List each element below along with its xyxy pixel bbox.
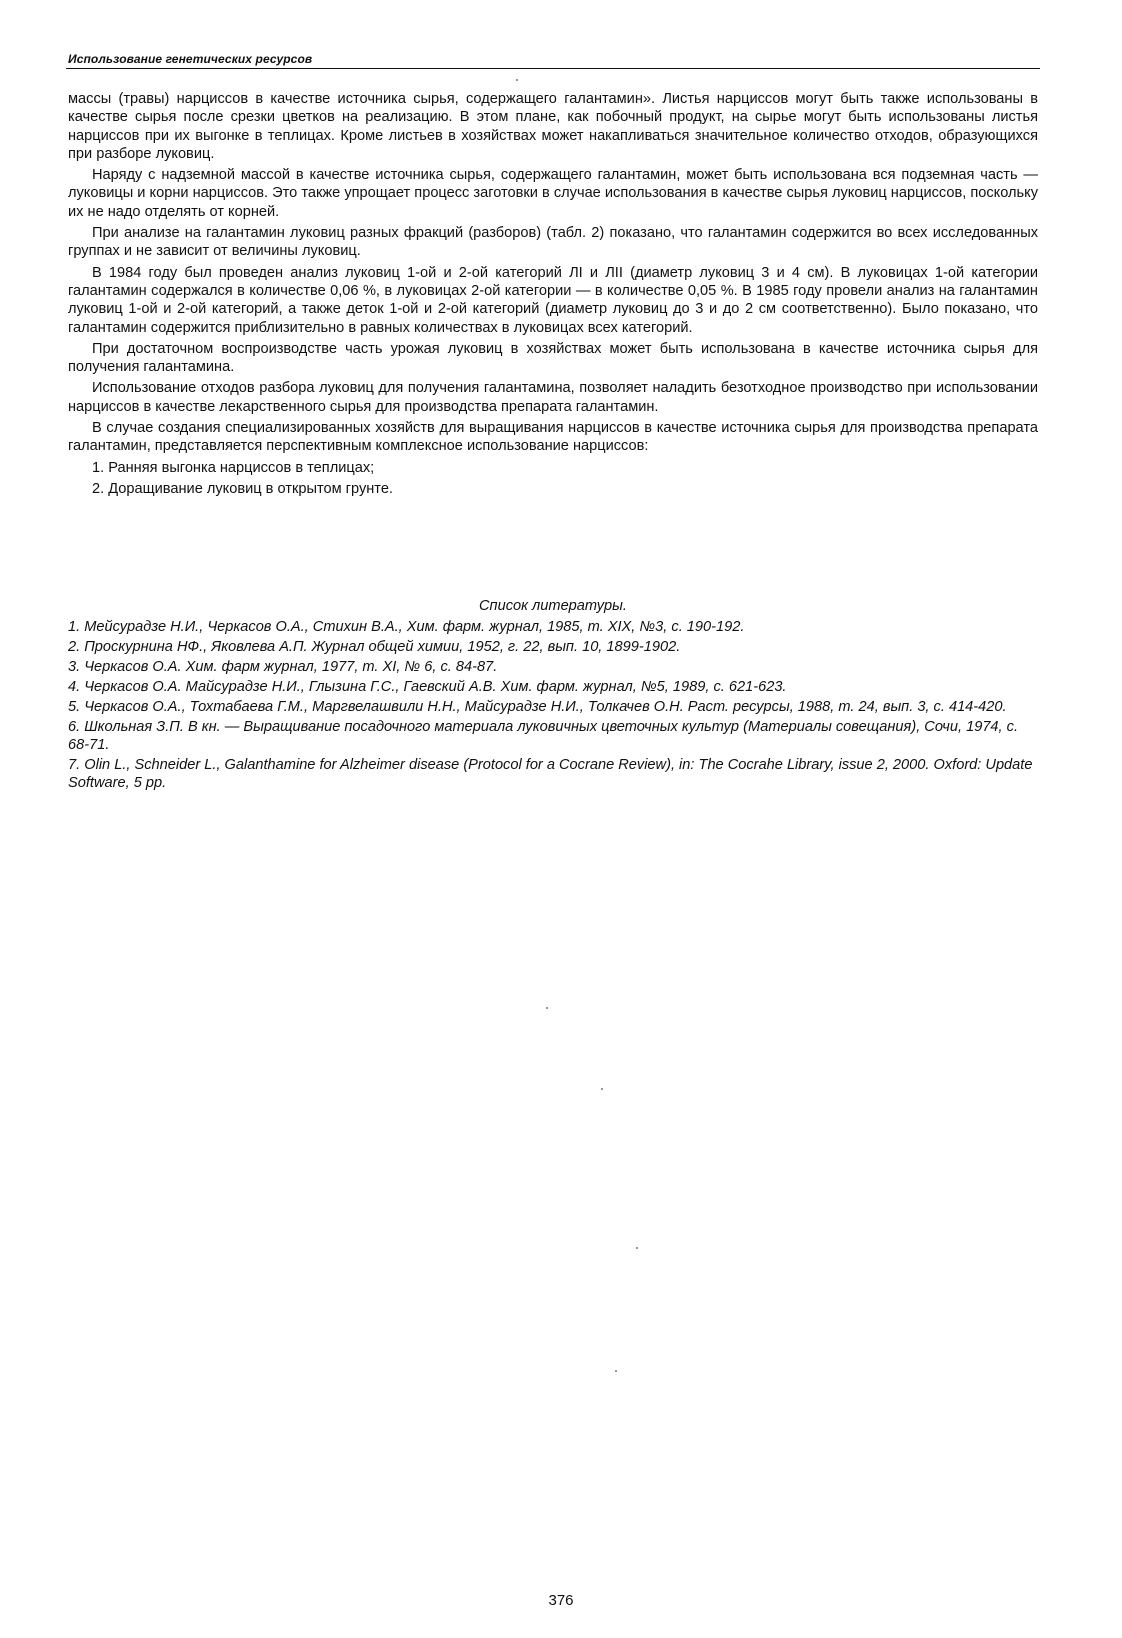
- list-item: 2. Доращивание луковиц в открытом грунте.: [92, 480, 393, 497]
- header-rule: [66, 68, 1040, 69]
- paragraph: При достаточном воспроизводстве часть урожая луковиц в хозяйствах может быть использована в качестве источника сырья для получения галантамина.: [68, 340, 1038, 376]
- list-item: 1. Ранняя выгонка нарциссов в теплицах;: [92, 459, 375, 476]
- reference-item: 3. Черкасов О.А. Хим. фарм журнал, 1977, т. XI, № 6, с. 84-87.: [68, 659, 498, 675]
- paragraph: Наряду с надземной массой в качестве источника сырья, содержащего галантамин, может быть использована вся подземная часть — луковицы и корни нарциссов. Это также упрощает процесс заготовки в случае использования в качестве сырья луковиц нарциссов, поскольку их не надо отделять от корней.: [68, 167, 1038, 220]
- reference-item: 2. Проскурнина НФ., Яковлева А.П. Журнал общей химии, 1952, г. 22, вып. 10, 1899-1902.: [68, 639, 681, 655]
- main-text: [68, 90, 1038, 501]
- running-head: Использование генетических ресурсов: [68, 52, 313, 66]
- scan-speck: [546, 1007, 548, 1009]
- scan-speck: [516, 79, 518, 81]
- reference-item: 5. Черкасов О.А., Тохтабаева Г.М., Маргвелашвили Н.Н., Майсурадзе Н.И., Толкачев О.Н. Раст. ресурсы, 1988, т. 24, вып. 3, с. 414-420.: [68, 699, 1007, 715]
- paragraph: При анализе на галантамин луковиц разных фракций (разборов) (табл. 2) показано, что галантамин содержится во всех исследованных группах и не зависит от величины луковиц.: [68, 225, 1038, 260]
- paragraph: В 1984 году был проведен анализ луковиц 1-ой и 2-ой категорий ЛI и ЛII (диаметр луковиц 3 и 4 см). В луковицах 1-ой категории галантамин содержался в количестве 0,06 %, в луковицах 2-ой категории — в количестве 0,05 %. В 1985 году провели анализ на галантамин луковиц 1-ой и 2-ой категорий, а также деток 1-ой и 2-ой категорий (диаметр луковиц до 3 и до 2 см соответственно). Было показано, что галантамин содержится приблизительно в равных количествах в луковицах всех категорий.: [68, 264, 1038, 336]
- references-list: [68, 618, 1038, 794]
- page-number: 376: [548, 1592, 574, 1609]
- paragraph: Использование отходов разбора луковиц для получения галантамина, позволяет наладить безотходное производство при использовании нарциссов в качестве лекарственного сырья для производства препарата галантамин.: [68, 380, 1038, 415]
- scan-speck: [615, 1370, 617, 1372]
- scan-speck: [636, 1247, 638, 1249]
- reference-item: 4. Черкасов О.А. Майсурадзе Н.И., Глызина Г.С., Гаевский А.В. Хим. фарм. журнал, №5, 1989, с. 621-623.: [68, 679, 787, 695]
- reference-item: 6. Школьная З.П. В кн. — Выращивание посадочного материала луковичных цветочных культур (Материалы совещания), Сочи, 1974, с. 68-71.: [68, 719, 1019, 753]
- references-title: Список литературы.: [479, 598, 627, 614]
- paragraph: массы (травы) нарциссов в качестве источника сырья, содержащего галантамин». Листья нарциссов могут быть также использованы в качестве сырья после срезки цветков на реализацию. В этом плане, как побочный продукт, на сырье могут быть использованы листья нарциссов при их выгонке в теплицах. Кроме листьев в хозяйствах может накапливаться значительное количество отходов, образующихся при разборе луковиц.: [68, 91, 1038, 162]
- paragraph: В случае создания специализированных хозяйств для выращивания нарциссов в качестве источника сырья для производства препарата галантамин, представляется перспективным комплексное использование нарциссов:: [68, 420, 1038, 455]
- reference-item: 1. Мейсурадзе Н.И., Черкасов О.А., Стихин В.А., Хим. фарм. журнал, 1985, т. XIX, №3, с. 190-192.: [68, 619, 745, 635]
- scan-speck: [601, 1088, 603, 1090]
- reference-item: 7. Olin L., Schneider L., Galanthamine for Alzheimer disease (Protocol for a Cocrane Review), in: The Cocrahe Library, issue 2, 2000. Oxford: Update Software, 5 pp.: [68, 757, 1033, 791]
